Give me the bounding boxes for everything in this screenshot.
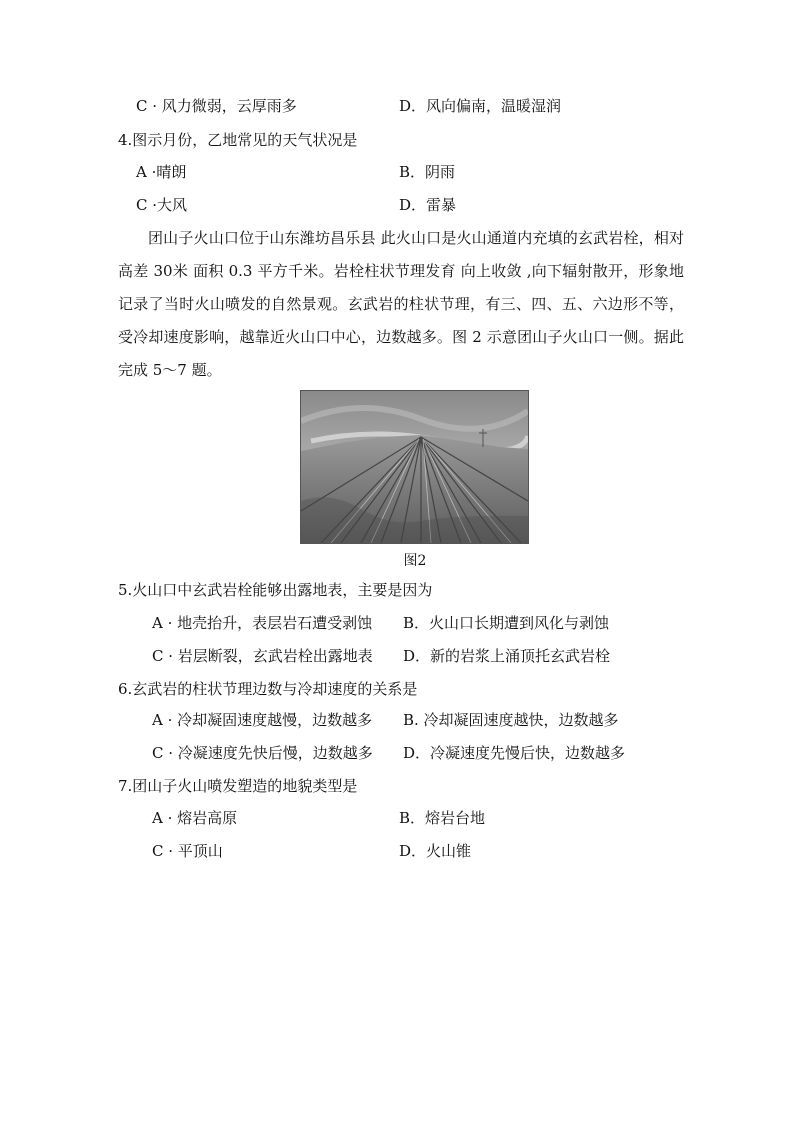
q5-option-c: C · 岩层断裂，玄武岩栓出露地表	[152, 647, 373, 665]
q5-option-b: B．火山口长期遭到风化与剥蚀	[403, 614, 610, 632]
q5-option-d: D．新的岩浆上涌顶托玄武岩栓	[403, 647, 611, 665]
q5-options-row-1	[0, 613, 640, 633]
volcano-photo-illustration	[301, 391, 528, 543]
q6-option-b: B. 冷却凝固速度越快，边数越多	[403, 711, 619, 729]
passage-paragraph: 团山子火山口位于山东潍坊昌乐县 此火山口是火山通道内充填的玄武岩栓，相对高差 30米 面积 0.3 平方千米。岩栓柱状节理发育 向上收敛 ,向下辐射散开，形象地记录了当时火山喷发的自然景观。玄武岩的柱状节理，有三、四、五、六边形不等，受冷却速度影响，越靠近火山口中心，边数越多。图 2 示意团山子火山口一侧。据此完成 5～7 题。	[118, 229, 684, 379]
q7-options-row-2	[0, 841, 640, 861]
volcano-crater-photo	[300, 390, 529, 544]
q6-option-d: D．冷凝速度先慢后快，边数越多	[403, 744, 626, 762]
q7-options-row-1	[0, 808, 640, 828]
q4-options-row-2	[0, 195, 640, 215]
q3-option-d: D．风向偏南，温暖湿润	[399, 97, 562, 115]
q6-stem: 6.玄武岩的柱状节理边数与冷却速度的关系是	[118, 680, 418, 698]
q6-option-c: C · 冷凝速度先快后慢，边数越多	[152, 744, 373, 762]
q4-option-b: B．阴雨	[399, 163, 456, 181]
q5-options-row-2	[0, 646, 640, 666]
q6-option-a: A · 冷却凝固速度越慢，边数越多	[152, 711, 373, 729]
q3-options-row	[0, 96, 640, 116]
q6-options-row-2	[0, 743, 640, 763]
q4-options-row-1	[0, 162, 640, 182]
q4-stem: 4.图示月份，乙地常见的天气状况是	[118, 131, 358, 149]
q3-option-c: C · 风力微弱，云厚雨多	[136, 97, 297, 115]
q7-option-d: D．火山锥	[399, 842, 472, 860]
q7-option-c: C · 平顶山	[152, 842, 223, 860]
q4-option-a: A ·晴朗	[136, 163, 187, 181]
q7-option-b: B．熔岩台地	[399, 809, 486, 827]
q4-option-c: C ·大风	[136, 196, 188, 214]
q4-option-d: D．雷暴	[399, 196, 457, 214]
q7-option-a: A · 熔岩高原	[152, 809, 238, 827]
q5-stem: 5.火山口中玄武岩栓能够出露地表，主要是因为	[118, 581, 433, 599]
q6-options-row-1	[0, 710, 640, 730]
q5-option-a: A · 地壳抬升，表层岩石遭受剥蚀	[152, 614, 373, 632]
q7-stem: 7.团山子火山喷发塑造的地貌类型是	[118, 777, 358, 795]
figure-caption: 图2	[403, 553, 427, 569]
